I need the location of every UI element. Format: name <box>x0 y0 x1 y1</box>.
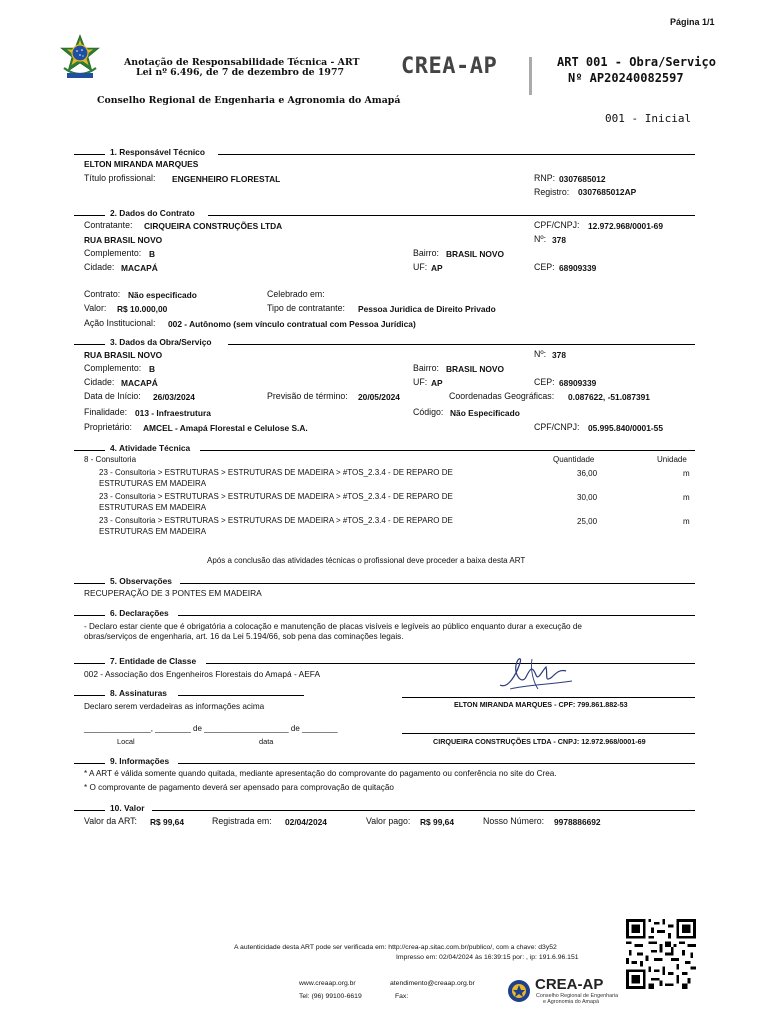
footer-logo-sub2: e Agronomia do Amapá <box>543 999 600 1005</box>
council-name: Conselho Regional de Engenharia e Agronomia do Amapá <box>97 95 401 106</box>
titulo-value: ENGENHEIRO FLORESTAL <box>172 174 281 184</box>
obra-uf-value: AP <box>431 378 443 388</box>
valor-art-value: R$ 99,64 <box>150 817 184 827</box>
celebrado-label: Celebrado em: <box>267 289 325 299</box>
coord-value: 0.087622, -51.087391 <box>568 392 650 402</box>
obra-bairro-label: Bairro: <box>413 363 439 373</box>
signature-line-responsavel <box>402 697 695 698</box>
handwritten-signature-icon <box>496 655 576 695</box>
inicio-label: Data de Início: <box>84 391 141 401</box>
obra-n-value: 378 <box>552 350 566 360</box>
declaracao-line1: - Declaro estar ciente que é obrigatória a colocação e manutenção de placas visíveis e legíveis ao público enquanto durar a execução de <box>84 622 582 631</box>
registro-value: 0307685012AP <box>578 187 637 197</box>
obra-compl-label: Complemento: <box>84 363 142 373</box>
contratante-uf-label: UF: <box>413 262 428 272</box>
proprietario-label: Proprietário: <box>84 422 132 432</box>
authenticity-text: A autenticidade desta ART pode ser verificada em: http://crea-ap.sitac.com.br/publico/, com a chave: d3y52 <box>234 944 557 951</box>
valor-pago-value: R$ 99,64 <box>420 817 454 827</box>
valor-art-label: Valor da ART: <box>84 816 137 826</box>
activity-item-2-line1: 23 - Consultoria > ESTRUTURAS > ESTRUTURAS DE MADEIRA > #TOS_2.3.4 - DE REPARO DE <box>99 492 453 501</box>
nosso-numero-value: 9978886692 <box>554 817 601 827</box>
art-number: Nº AP20240082597 <box>568 71 684 85</box>
tipo-contratante-value: Pessoa Juridica de Direito Privado <box>358 304 496 314</box>
contratante-value: CIRQUEIRA CONSTRUÇÕES LTDA <box>144 221 283 231</box>
contrato-label: Contrato: <box>84 289 121 299</box>
signature-line-contratante <box>402 733 695 734</box>
contratante-cep-value: 68909339 <box>559 263 597 273</box>
section-4-header: 4. Atividade Técnica <box>74 442 695 452</box>
activity-item-1-line2: ESTRUTURAS EM MADEIRA <box>99 479 207 488</box>
titulo-label: Título profissional: <box>84 173 156 183</box>
quantity-header: Quantidade <box>553 455 595 464</box>
brazil-coat-of-arms-icon <box>58 34 102 82</box>
valor-value: R$ 10.000,00 <box>117 304 168 314</box>
activity-item-1-line1: 23 - Consultoria > ESTRUTURAS > ESTRUTURAS DE MADEIRA > #TOS_2.3.4 - DE REPARO DE <box>99 468 453 477</box>
activity-item-1-unit: m <box>683 469 690 478</box>
proprietario-value: AMCEL - Amapá Florestal e Celulose S.A. <box>143 423 308 433</box>
header-divider <box>529 57 532 95</box>
section-5-header: 5. Observações <box>74 575 695 585</box>
footer-tel: Tel: (96) 99100-6619 <box>299 993 362 1000</box>
contrato-value: Não especificado <box>128 290 197 300</box>
contratante-cep-label: CEP: <box>534 262 555 272</box>
printed-info: Impresso em: 02/04/2024 às 16:39:15 por: , ip: 191.6.96.151 <box>396 954 579 961</box>
acao-label: Ação Institucional: <box>84 318 156 328</box>
section-10-header: 10. Valor <box>74 802 695 812</box>
qr-code-icon <box>626 919 696 989</box>
obra-rua: RUA BRASIL NOVO <box>84 350 163 360</box>
obra-cep-label: CEP: <box>534 377 555 387</box>
section-3-header: 3. Dados da Obra/Serviço <box>74 336 695 346</box>
data-caption: data <box>259 737 274 746</box>
footer-logo-sub1: Conselho Regional de Engenharia <box>536 993 619 999</box>
responsavel-name: ELTON MIRANDA MARQUES <box>84 159 199 169</box>
finalidade-label: Finalidade: <box>84 407 128 417</box>
declaro-text: Declaro serem verdadeiras as informações acima <box>84 702 265 711</box>
previsao-label: Previsão de término: <box>267 391 348 401</box>
valor-pago-label: Valor pago: <box>366 816 411 826</box>
page-number: Página 1/1 <box>670 17 715 27</box>
activity-item-1-qty: 36,00 <box>577 469 598 478</box>
obra-n-label: Nº: <box>534 349 547 359</box>
valor-label: Valor: <box>84 303 107 313</box>
contratante-bairro-label: Bairro: <box>413 248 439 258</box>
footer-fax: Fax: <box>395 993 409 1000</box>
contratante-bairro-value: BRASIL NOVO <box>446 249 505 259</box>
contratante-n-value: 378 <box>552 235 566 245</box>
contratante-cpf-value: 12.972.968/0001-69 <box>588 221 663 231</box>
proprietario-cpf-value: 05.995.840/0001-55 <box>588 423 663 433</box>
activity-item-3-unit: m <box>683 517 690 526</box>
obra-cidade-label: Cidade: <box>84 377 115 387</box>
contratante-compl-value: B <box>149 249 156 259</box>
activity-item-2-line2: ESTRUTURAS EM MADEIRA <box>99 503 207 512</box>
art-title: Anotação de Responsabilidade Técnica - ART <box>124 57 360 68</box>
footer-site: www.creaap.org.br <box>299 980 356 987</box>
place-date-line: _______________, ________ de ___________________ de ________ <box>84 724 338 733</box>
tipo-contratante-label: Tipo de contratante: <box>267 303 345 313</box>
observacoes-text: RECUPERAÇÃO DE 3 PONTES EM MADEIRA <box>84 588 262 598</box>
previsao-value: 20/05/2024 <box>358 392 400 402</box>
codigo-value: Não Especificado <box>450 408 520 418</box>
footer-email: atendimento@creaap.org.br <box>390 980 475 987</box>
footer-logo-text: CREA-AP <box>535 976 604 993</box>
law-subtitle: Lei nº 6.496, de 7 de dezembro de 1977 <box>136 67 345 78</box>
registro-label: Registro: <box>534 187 570 197</box>
contratante-label: Contratante: <box>84 220 133 230</box>
unit-header: Unidade <box>657 455 687 464</box>
obra-cidade-value: MACAPÁ <box>121 378 158 388</box>
nosso-numero-label: Nosso Número: <box>483 816 545 826</box>
section-6-header: 6. Declarações <box>74 607 695 617</box>
activity-item-2-unit: m <box>683 493 690 502</box>
local-caption: Local <box>117 737 135 746</box>
registrada-label: Registrada em: <box>212 816 272 826</box>
info-line2: * O comprovante de pagamento deverá ser apensado para comprovação de quitação <box>84 783 394 792</box>
art-status: 001 - Inicial <box>605 112 692 125</box>
contratante-cpf-label: CPF/CNPJ: <box>534 220 580 230</box>
signature-responsavel: ELTON MIRANDA MARQUES - CPF: 799.861.882-53 <box>454 700 628 709</box>
registrada-value: 02/04/2024 <box>285 817 327 827</box>
activity-group: 8 - Consultoria <box>84 455 137 464</box>
section-8-header: 8. Assinaturas <box>74 687 304 697</box>
contratante-cidade-value: MACAPÁ <box>121 263 158 273</box>
baixa-note: Após a conclusão das atividades técnicas o profissional deve proceder a baixa desta ART <box>207 556 526 565</box>
obra-uf-label: UF: <box>413 377 428 387</box>
coord-label: Coordenadas Geográficas: <box>449 391 555 401</box>
activity-item-3-qty: 25,00 <box>577 517 598 526</box>
declaracao-line2: obras/serviços de engenharia, art. 16 da Lei 5.194/66, sob pena das cominações legais. <box>84 632 404 641</box>
info-line1: * A ART é válida somente quando quitada, mediante apresentação do comprovante do pagamento ou conferência no site do Crea. <box>84 769 557 778</box>
codigo-label: Código: <box>413 407 444 417</box>
signature-contratante: CIRQUEIRA CONSTRUÇÕES LTDA - CNPJ: 12.972.968/0001-69 <box>433 737 646 746</box>
obra-compl-value: B <box>149 364 156 374</box>
section-7-header: 7. Entidade de Classe <box>74 655 695 665</box>
crea-logo-icon <box>507 979 533 1003</box>
proprietario-cpf-label: CPF/CNPJ: <box>534 422 580 432</box>
art-type: ART 001 - Obra/Serviço <box>557 55 716 69</box>
activity-item-2-qty: 30,00 <box>577 493 598 502</box>
activity-item-3-line1: 23 - Consultoria > ESTRUTURAS > ESTRUTURAS DE MADEIRA > #TOS_2.3.4 - DE REPARO DE <box>99 516 453 525</box>
contratante-rua: RUA BRASIL NOVO <box>84 235 163 245</box>
rnp-value: 0307685012 <box>559 174 606 184</box>
activity-item-3-line2: ESTRUTURAS EM MADEIRA <box>99 527 207 536</box>
section-1-header: 1. Responsável Técnico <box>74 146 695 156</box>
contratante-n-label: Nº: <box>534 234 547 244</box>
contratante-uf-value: AP <box>431 263 443 273</box>
finalidade-value: 013 - Infraestrutura <box>135 408 211 418</box>
contratante-cidade-label: Cidade: <box>84 262 115 272</box>
contratante-compl-label: Complemento: <box>84 248 142 258</box>
entidade-text: 002 - Associação dos Engenheiros Florestais do Amapá - AEFA <box>84 669 321 679</box>
rnp-label: RNP: <box>534 173 556 183</box>
obra-bairro-value: BRASIL NOVO <box>446 364 505 374</box>
section-2-header: 2. Dados do Contrato <box>74 207 695 217</box>
section-9-header: 9. Informações <box>74 755 695 765</box>
obra-cep-value: 68909339 <box>559 378 597 388</box>
inicio-value: 26/03/2024 <box>153 392 195 402</box>
acao-value: 002 - Autônomo (sem vínculo contratual com Pessoa Jurídica) <box>168 319 416 329</box>
brand-title: CREA-AP <box>401 54 498 79</box>
